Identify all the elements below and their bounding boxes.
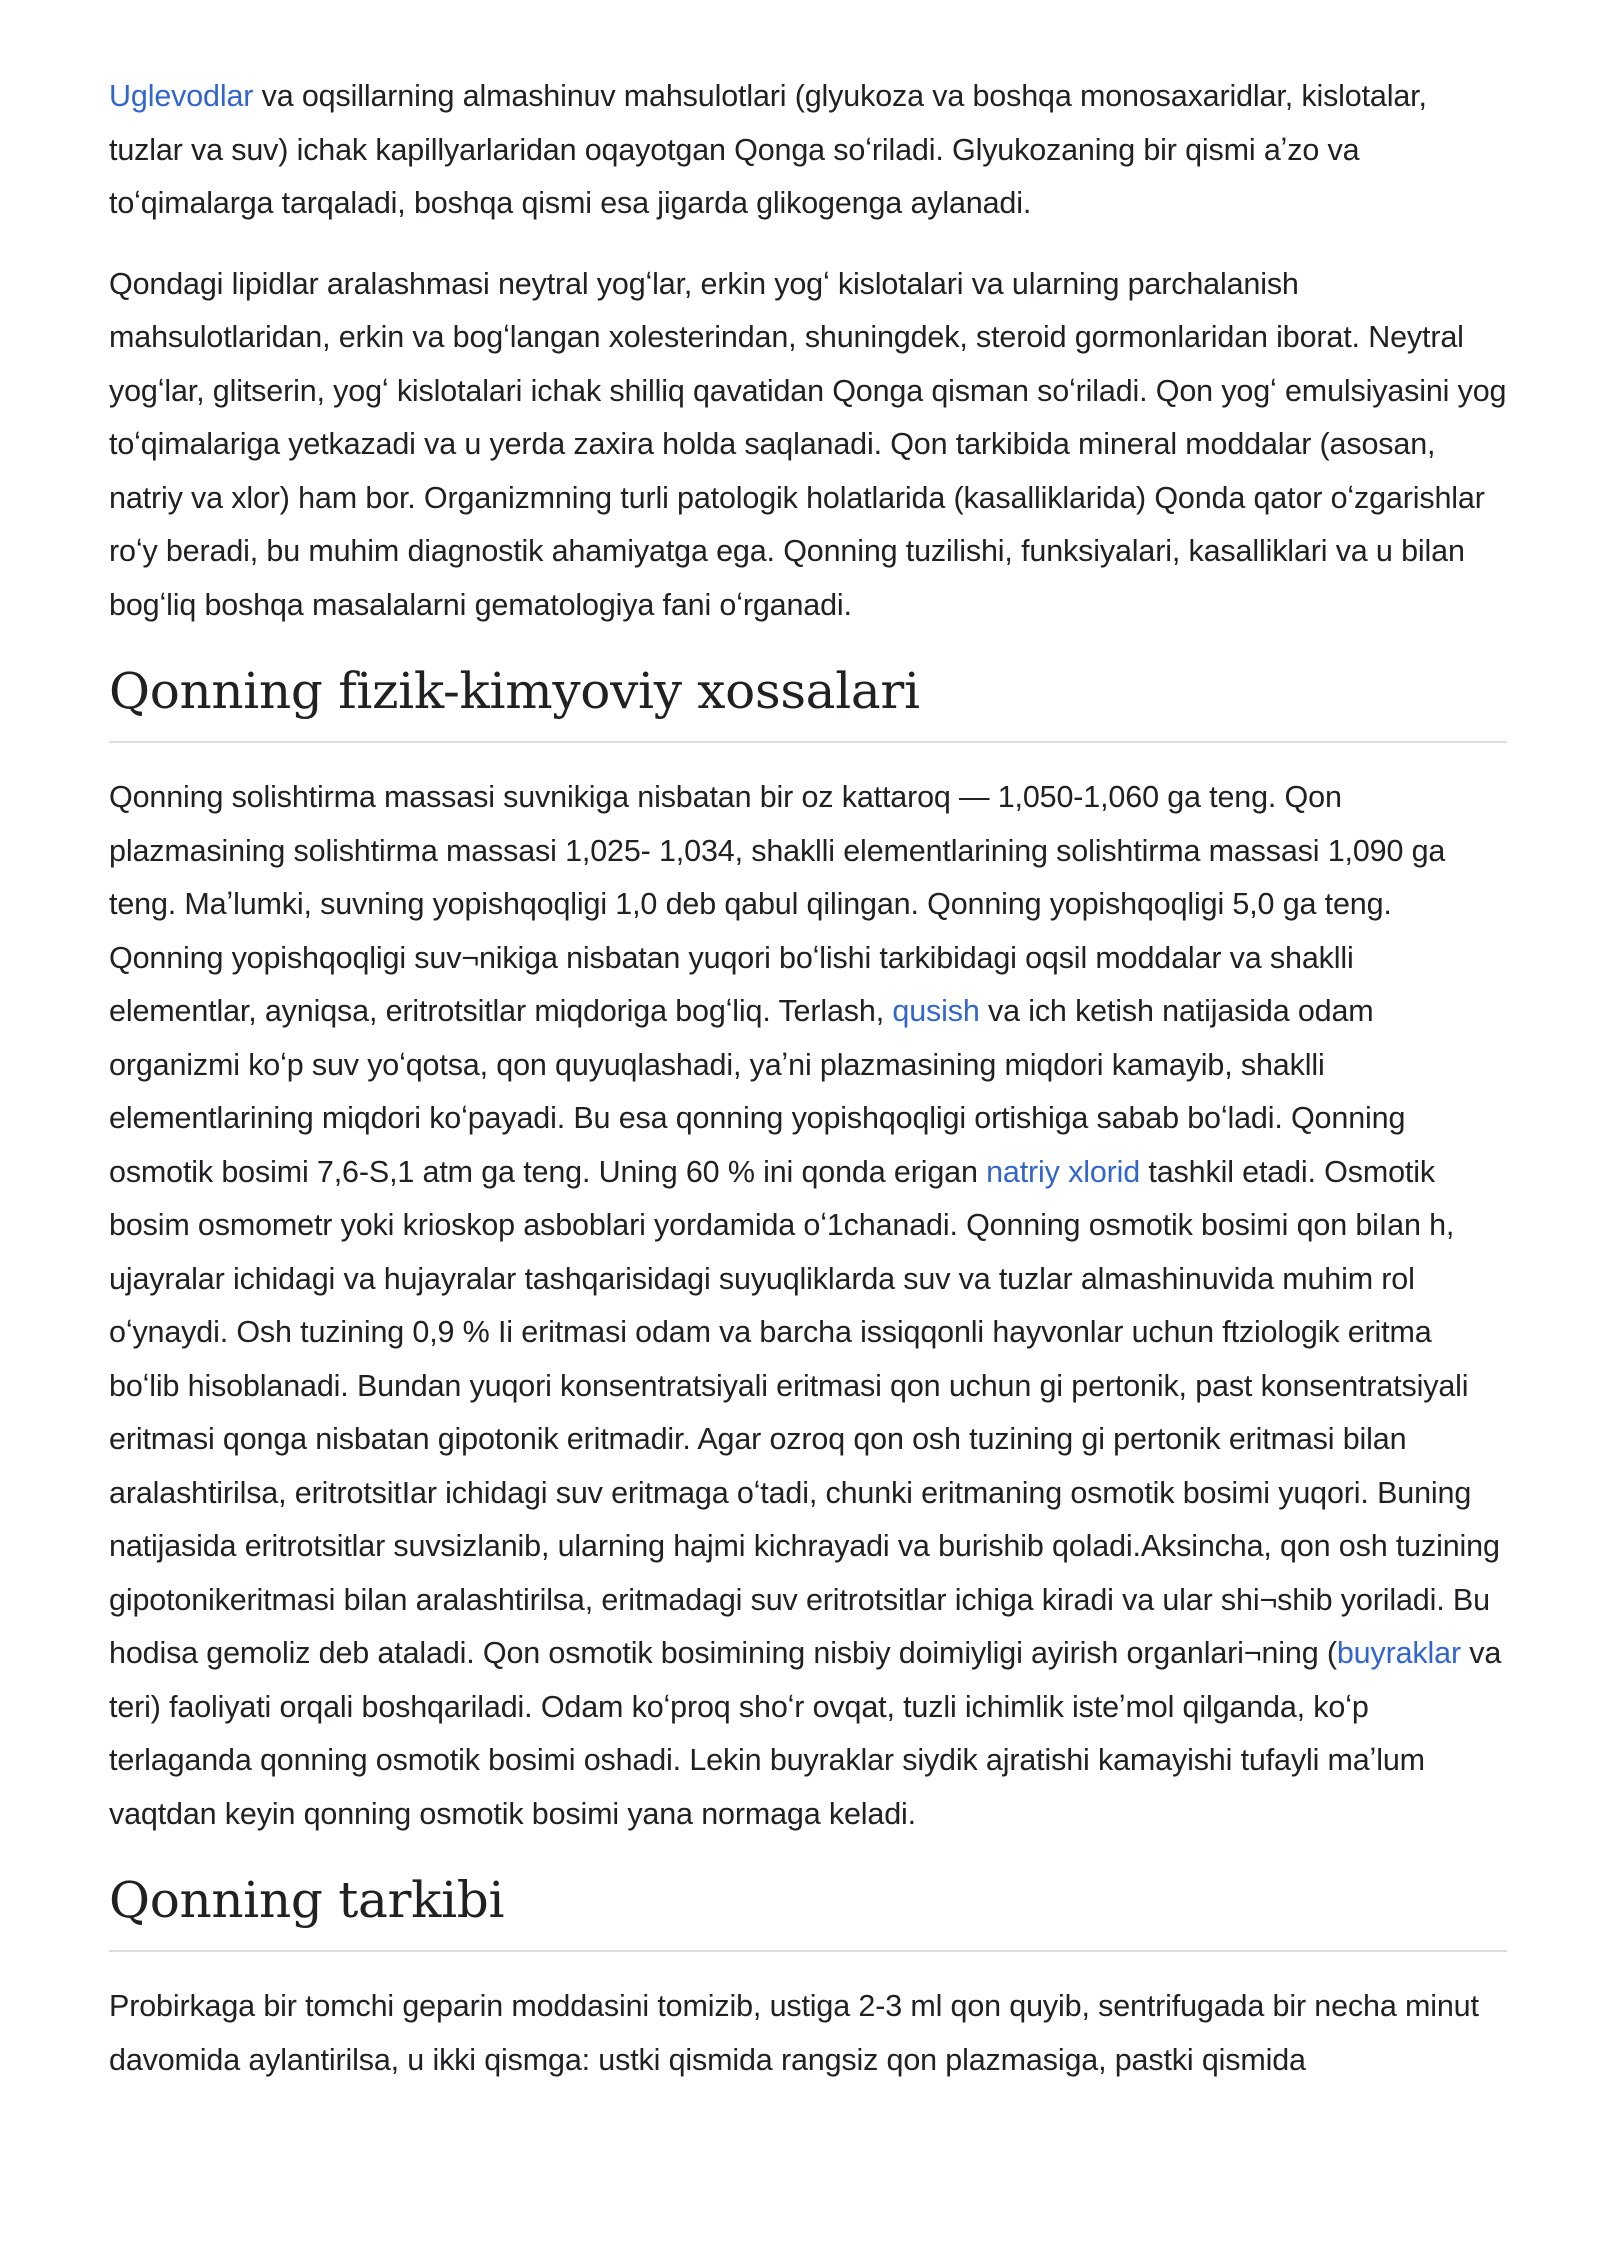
physicochemical-text-2: va ich ketish natijasida odam organizmi koʻp suv yoʻqotsa, qon quyuqlashadi, yaʼni plazmasining miqdori kamayib, shaklli elementlarining miqdori koʻpayadi. Bu esa qonning yopishqoqligi ortishiga sabab boʻladi. Qonning osmotik bosimi 7,6-S,1 atm ga teng. Uning 60 % ini qonda erigan <box>109 994 1406 1189</box>
section-heading-physicochemical: Qonning fizik-kimyoviy xossalari <box>109 659 1507 743</box>
link-qusish[interactable]: qusish <box>892 994 980 1028</box>
physicochemical-paragraph <box>109 771 1507 1841</box>
intro-paragraph-1-text: va oqsillarning almashinuv mahsulotlari (glyukoza va boshqa monosaxaridlar, kislotalar, tuzlar va suv) ichak kapillyarlaridan oqayotgan Qonga soʻriladi. Glyukozaning bir qismi aʼzo va toʻqimalarga tarqaladi, boshqa qismi esa jigarda glikogenga aylanadi. <box>109 79 1427 220</box>
physicochemical-text-1: Qonning solishtirma massasi suvnikiga nisbatan bir oz kattaroq — 1,050-1,060 ga teng. Qon plazmasining solishtirma massasi 1,025- 1,034, shaklli elementlarining solishtirma massasi 1,090 ga teng. Maʼlumki, suvning yopishqoqligi 1,0 deb qabul qilingan. Qonning yopishqoqligi 5,0 ga teng. Qonning yopishqoqligi suv¬nikiga nisbatan yuqori boʻlishi tarkibidagi oqsil moddalar va shaklli elementlar, ayniqsa, eritrotsitlar miqdoriga bogʻliq. Terlash, <box>109 780 1446 1028</box>
composition-paragraph: Probirkaga bir tomchi geparin moddasini tomizib, ustiga 2-3 ml qon quyib, sentrifugada bir necha minut davomida aylantirilsa, u ikki qismga: ustki qismida rangsiz qon plazmasiga, pastki qismida <box>109 1989 1479 2077</box>
link-natriy-xlorid[interactable]: natriy xlorid <box>986 1154 1141 1189</box>
physicochemical-text-4: va teri) faoliyati orqali boshqariladi. Odam koʻproq shoʻr ovqat, tuzli ichimlik isteʼmol qilganda, koʻp terlaganda qonning osmotik bosimi oshadi. Lekin buyraklar siydik ajratishi kamayishi tufayli maʼlum vaqtdan keyin qonning osmotik bosimi yana normaga keladi. <box>109 1636 1502 1831</box>
intro-paragraph-2: Qondagi lipidlar aralashmasi neytral yogʻlar, erkin yogʻ kislotalari va ularning parchalanish mahsulotlaridan, erkin va bogʻlangan xolesterindan, shuningdek, steroid gormonlaridan iborat. Neytral yogʻlar, glitserin, yogʻ kislotalari ichak shilliq qavatidan Qonga qisman soʻriladi. Qon yogʻ emulsiyasini yog toʻqimalariga yetkazadi va u yerda zaxira holda saqlanadi. Qon tarkibida mineral moddalar (asosan, natriy va xlor) ham bor. Organizmning turli patologik holatlarida (kasalliklarida) Qonda qator oʻzgarishlar roʻy beradi, bu muhim diagnostik ahamiyatga ega. Qonning tuzilishi, funksiyalari, kasalliklari va u bilan bogʻliq boshqa masalalarni gematologiya fani oʻrganadi. <box>109 266 1507 622</box>
link-buyraklar[interactable]: buyraklar <box>1336 1636 1461 1670</box>
link-uglevodlar[interactable]: Uglevodlar <box>109 79 254 113</box>
intro-paragraph-1 <box>109 70 1507 231</box>
section-heading-composition: Qonning tarkibi <box>109 1868 1507 1952</box>
article-body <box>109 70 1507 2114</box>
physicochemical-text-3: tashkil etadi. Osmotik bosim osmometr yoki krioskop asboblari yordamida oʻ1chanadi. Qonning osmotik bosimi qon biIan h, ujayralar ichidagi va hujayralar tashqarisidagi suyuqliklarda suv va tuzlar almashinuvida muhim rol oʻynaydi. Osh tuzining 0,9 % Ii eritmasi odam va barcha issiqqonli hayvonlar uchun ftziologik eritma boʻlib hisoblanadi. Bundan yuqori konsentratsiyali eritmasi qon uchun gi pertonik, past konsentratsiyali eritmasi qonga nisbatan gipotonik eritmadir. Agar ozroq qon osh tuzining gi pertonik eritmasi bilan aralashtirilsa, eritrotsitIar ichidagi suv eritmaga oʻtadi, chunki eritmaning osmotik bosimi yuqori. Buning natijasida eritrotsitlar suvsizlanib, ularning hajmi kichrayadi va burishib qoladi.Aksincha, qon osh tuzining gipotonikeritmasi bilan aralashtirilsa, eritmadagi suv eritrotsitlar ichiga kiradi va ular shi¬shib yoriladi. Bu hodisa gemoliz deb ataladi. Qon osmotik bosimining nisbiy doimiyligi ayirish organlari¬ning ( <box>109 1154 1500 1670</box>
